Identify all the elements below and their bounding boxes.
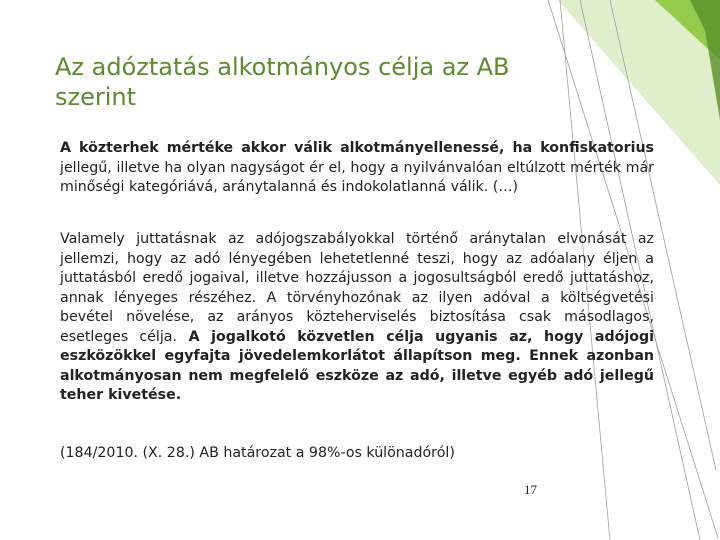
paragraph-1-bold: A közterhek mértéke akkor válik alkotmányellenessé, ha konfiskatorius bbox=[60, 140, 654, 156]
page-number: 17 bbox=[524, 482, 537, 497]
citation: (184/2010. (X. 28.) AB határozat a 98%-os különadóról) bbox=[60, 445, 455, 461]
paragraph-2-bold: A jogalkotó közvetlen célja ugyanis az, hogy adójogi eszközökkel egyfajta jövedelemkorlátot állapítson meg. Ennek azonban alkotmányosan nem megfelelő eszköze az adó, illetve egyéb adó jellegű teher kivetése. bbox=[60, 328, 654, 403]
paragraph-2-text: Valamely juttatásnak az adójogszabályokkal történő aránytalan elvonását az jellemzi, hogy az adó lényegében lehetetlenné teszi, hogy az adóalany éljen a juttatásból eredő jogaival, illetve hozzájusson a jogosultságból eredő juttatáshoz, annak lényeges részéhez. A törvényhozónak az ilyen adóval a költségvetési bevétel növelése, az arányos közteherviselés biztosítása csak másodlagos, esetleges célja. bbox=[60, 231, 654, 345]
paragraph-1 bbox=[60, 139, 654, 198]
slide-title: Az adóztatás alkotmányos célja az AB szerint bbox=[55, 53, 510, 111]
paragraph-2 bbox=[60, 230, 654, 406]
paragraph-1-text: jellegű, illetve ha olyan nagyságot ér el, hogy a nyilvánvalóan eltúlzott mérték már minőségi kategóriává, aránytalanná és indokolatlanná válik. (…) bbox=[60, 159, 654, 195]
